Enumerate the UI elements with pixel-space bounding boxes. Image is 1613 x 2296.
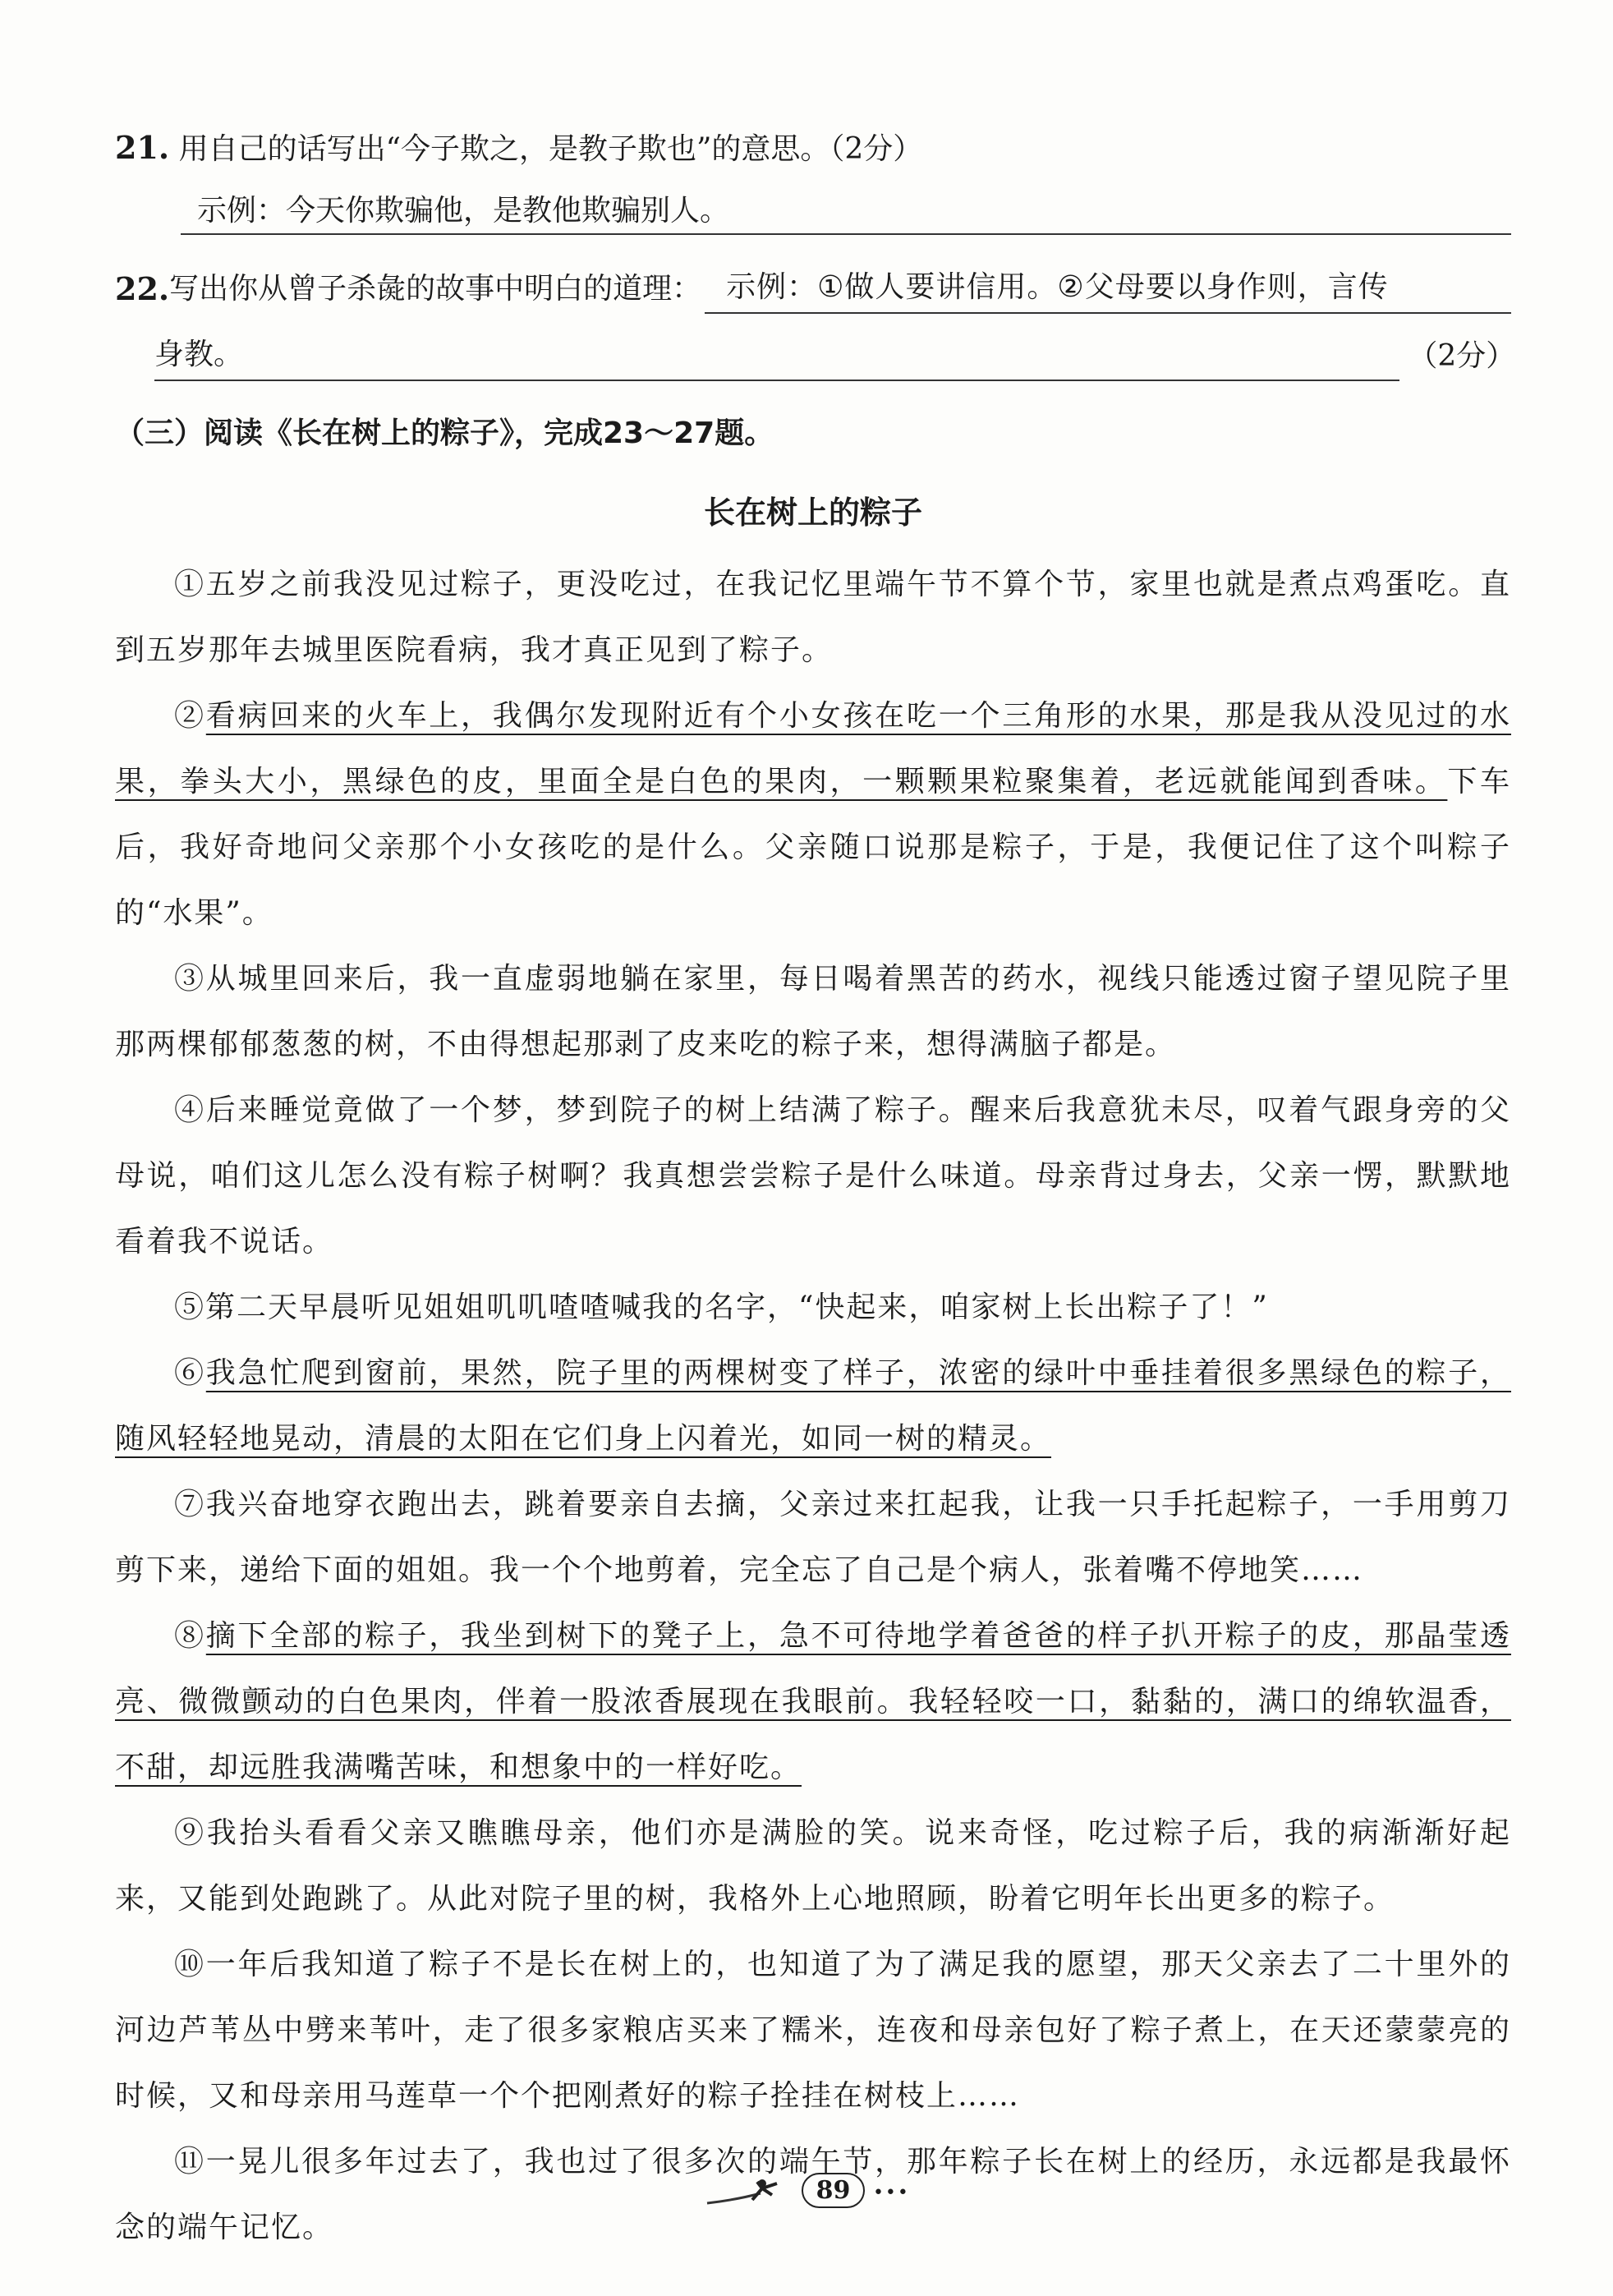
passage-body — [115, 552, 1511, 2261]
paragraph-8 — [115, 1604, 1511, 1801]
paragraph-10 — [115, 1932, 1511, 2129]
paragraph-text: ③从城里回来后，我一直虚弱地躺在家里，每日喝着黑苦的药水，视线只能透过窗子望见院子里那两棵郁郁葱葱的树，不由得想起那剥了皮来吃的粽子来，想得满脑子都是。 — [115, 962, 1511, 1061]
question-22 — [115, 263, 1511, 314]
paragraph-text: ⑦我兴奋地穿衣跑出去，跳着要亲自去摘，父亲过来扛起我，让我一只手托起粽子，一手用剪刀剪下来，递给下面的姐姐。我一个个地剪着，完全忘了自己是个病人，张着嘴不停地笑…… — [115, 1488, 1511, 1587]
paragraph-3 — [115, 946, 1511, 1078]
question-22-number: 22. — [115, 270, 170, 307]
question-22-answer-line-1[interactable]: 示例：①做人要讲信用。②父母要以身作则，言传 — [705, 263, 1511, 314]
question-22-score: （2分） — [1408, 339, 1516, 373]
paragraph-text: ⑧ — [174, 1619, 206, 1653]
page-number: 89 — [802, 2173, 866, 2208]
paragraph-text: ⑩一年后我知道了粽子不是长在树上的，也知道了为了满足我的愿望，那天父亲去了二十里外的河边芦苇丛中劈来苇叶，走了很多家粮店买来了糯米，连夜和母亲包好了粽子煮上，在天还蒙蒙亮的时候，又和母亲用马莲草一个个把刚煮好的粽子拴挂在树枝上…… — [115, 1948, 1511, 2113]
question-21-answer[interactable]: 示例：今天你欺骗他，是教他欺骗别人。 — [181, 187, 1511, 235]
underlined-sentence: 摘下全部的粽子，我坐到树下的凳子上，急不可待地学着爸爸的样子扒开粽子的皮，那晶莹透亮、微微颤动的白色果肉，伴着一股浓香展现在我眼前。我轻轻咬一口，黏黏的，满口的绵软温香，不甜，却远胜我满嘴苦味，和想象中的一样好吃。 — [115, 1619, 1511, 1784]
underlined-sentence: 看病回来的火车上，我偶尔发现附近有个小女孩在吃一个三角形的水果，那是我从没见过的水果，拳头大小，黑绿色的皮，里面全是白色的果肉，一颗颗果粒聚集着，老远就能闻到香味。 — [115, 699, 1511, 798]
paragraph-text: ⑥ — [174, 1356, 206, 1390]
paragraph-1 — [115, 552, 1511, 683]
paragraph-text: ⑪一晃儿很多年过去了，我也过了很多次的端午节，那年粽子长在树上的经历，永远都是我最怀念的端午记忆。 — [115, 2145, 1511, 2244]
section-heading: （三）阅读《长在树上的粽子》，完成23～27题。 — [115, 416, 774, 450]
paragraph-text: ⑨我抬头看看父亲又瞧瞧母亲，他们亦是满脸的笑。说来奇怪，吃过粽子后，我的病渐渐好起来，又能到处跑跳了。从此对院子里的树，我格外上心地照顾，盼着它明年长出更多的粽子。 — [115, 1816, 1511, 1916]
paragraph-7 — [115, 1472, 1511, 1604]
paragraph-text: ② — [174, 699, 206, 733]
question-22-text: 写出你从曾子杀彘的故事中明白的道理： — [169, 272, 702, 306]
paragraph-4 — [115, 1078, 1511, 1275]
question-22-answer-line-2[interactable]: 身教。 — [154, 330, 1399, 381]
question-21-number: 21. — [115, 129, 170, 166]
worksheet-page — [115, 123, 1516, 2261]
paragraph-9 — [115, 1801, 1511, 1932]
question-21-text: 用自己的话写出“今子欺之，是教子欺也”的意思。（2分） — [178, 132, 923, 166]
paragraph-text: ①五岁之前我没见过粽子，更没吃过，在我记忆里端午节不算个节，家里也就是煮点鸡蛋吃。直到五岁那年去城里医院看病，我才真正见到了粽子。 — [115, 568, 1511, 667]
paragraph-2 — [115, 683, 1511, 946]
paragraph-text: ⑤第二天早晨听见姐姐叽叽喳喳喊我的名字，“快起来，咱家树上长出粽子了！” — [174, 1291, 1269, 1324]
question-21 — [115, 123, 1511, 174]
question-22-continuation — [154, 330, 1516, 381]
passage-title: 长在树上的粽子 — [703, 495, 922, 531]
page-dots: ••• — [872, 2183, 910, 2203]
paragraph-text: ④后来睡觉竟做了一个梦，梦到院子的树上结满了粽子。醒来后我意犹未尽，叹着气跟身旁的父母说，咱们这儿怎么没有粽子树啊？我真想尝尝粽子是什么味道。母亲背过身去，父亲一愣，默默地看着我不说话。 — [115, 1093, 1511, 1258]
paragraph-5 — [115, 1275, 1511, 1341]
runner-logo-icon — [703, 2175, 793, 2208]
paragraph-tail: 下车后，我好奇地问父亲那个小女孩吃的是什么。父亲随口说那是粽子，于是，我便记住了这个叫粽子的“水果”。 — [115, 765, 1511, 930]
page-footer — [0, 2173, 1613, 2208]
underlined-sentence: 我急忙爬到窗前，果然，院子里的两棵树变了样子，浓密的绿叶中垂挂着很多黑绿色的粽子，随风轻轻地晃动，清晨的太阳在它们身上闪着光，如同一树的精灵。 — [115, 1356, 1511, 1456]
paragraph-6 — [115, 1341, 1511, 1472]
